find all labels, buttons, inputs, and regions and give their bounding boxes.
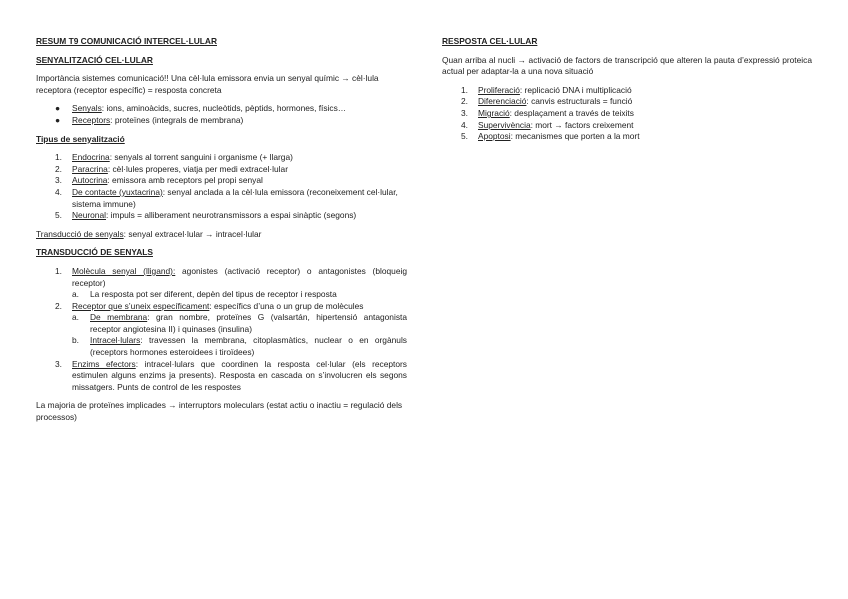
intro-paragraph: Importància sistemes comunicació!! Una cèl·lula emissora envia un senyal químic → cèl·lula receptora (receptor específic) = resposta concreta (36, 73, 379, 95)
list-item: 3. Enzims efectors: intracel·lulars que coordinen la resposta cel·lular (els receptors estimulen alguns enzims ja presents). Resposta en cascada on s’involucren els segons missatgers. Punts de control de les respostes (55, 358, 407, 392)
bullet-icon: ● (55, 114, 61, 125)
sub-list (72, 312, 407, 358)
list-item: 4. De contacte (yuxtacrina): senyal anclada a la cèl·lula emissora (reconeixement cel·lular, sistema immune) (55, 186, 398, 209)
transduccio-summary: Transducció de senyals: senyal extracel·lular → intracel·lular (36, 228, 262, 239)
left-column (36, 36, 407, 424)
senyalitzacio-heading: SENYALITZACIÓ CEL·LULAR (36, 54, 153, 65)
list-item: 3. Migració: desplaçament a través de teixits (461, 107, 634, 118)
resposta-heading: RESPOSTA CEL·LULAR (442, 36, 538, 46)
tipus-heading: Tipus de senyalització (36, 133, 125, 144)
list-item: 5. Apoptosi: mecanismes que porten a la mort (461, 131, 640, 142)
list-item: ● Senyals: ions, aminoàcids, sucres, nucleòtids, pèptids, hormones, físics… (55, 103, 347, 114)
tipus-list (36, 152, 407, 222)
resposta-intro: Quan arriba al nucli → activació de factors de transcripció que alteren la pauta d’expressió proteica actual per adaptar-la a una nova situació (442, 54, 812, 77)
sub-list-item: b. Intracel·lulars: travessen la membrana, citoplasmàtics, nuclear o en orgànuls (receptors hormones esteroidees i tiroïdees) (72, 335, 407, 358)
list-item: 2. Paracrina: cèl·lules properes, viatja per medi extracel·lular (55, 163, 288, 174)
list-item: 1. Proliferació: replicació DNA i multiplicació (461, 84, 632, 95)
right-column (442, 36, 812, 143)
sub-list-item: a. La resposta pot ser diferent, depèn del tipus de receptor i resposta (72, 289, 337, 300)
list-item: 4. Supervivència: mort → factors creixement (461, 119, 634, 130)
conclusion-paragraph: La majoria de proteïnes implicades → interruptors moleculars (estat actiu o inactiu = regulació dels processos) (36, 400, 403, 423)
transduccio-list (36, 266, 407, 394)
list-item: 1. Endocrina: senyals al torrent sanguini i organisme (+ llarga) (55, 152, 293, 163)
list-item: 5. Neuronal: impuls = alliberament neurotransmissors a espai sinàptic (segons) (55, 210, 357, 221)
sub-list-item: a. De membrana: gran nombre, proteïnes G (valsartán, hipertensió antagonista receptor angiotesina II) i quinases (insulina) (72, 312, 407, 334)
list-item: 3. Autocrina: emissora amb receptors pel propi senyal (55, 175, 263, 186)
list-item: 2. Diferenciació: canvis estructurals = funció (461, 96, 633, 107)
document-title: RESUM T9 COMUNICACIÓ INTERCEL·LULAR (36, 36, 217, 46)
list-item: 1. Molècula senyal (lligand): agonistes (activació receptor) o antagonistes (bloqueig receptor) a. La resposta pot ser diferent, depèn del tipus de receptor i resposta (55, 265, 407, 300)
list-item: 2. Receptor que s’uneix específicament: específics d’una o un grup de molècules a. De membrana: gran nombre, proteïnes G (valsartán, hipertensió antagonista receptor angiotesina II) i quinases (insulina) b. Intracel·lulars: travessen la membrana, citoplasmàtics, nuclear o en orgànuls (receptors hormones esteroidees i tiroïdees) (55, 300, 407, 358)
transduccio-heading: TRANSDUCCIÓ DE SENYALS (36, 247, 153, 258)
sub-list (72, 289, 407, 301)
list-item: ● Receptors: proteïnes (integrals de membrana) (55, 114, 244, 125)
bullet-icon: ● (55, 103, 61, 114)
bullet-list (36, 103, 407, 126)
resposta-list (442, 85, 812, 143)
